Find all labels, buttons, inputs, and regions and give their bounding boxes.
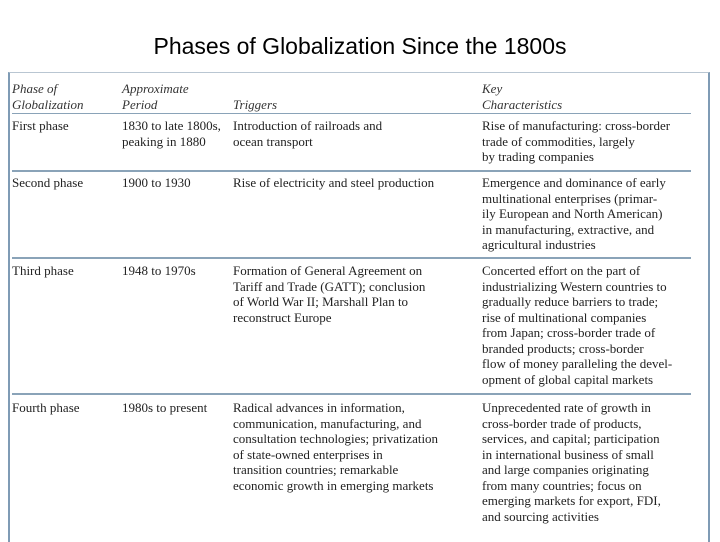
triggers-cell: Rise of electricity and steel production — [233, 175, 435, 190]
phase-cell: Second phase — [12, 175, 84, 190]
header-divider — [12, 113, 691, 114]
header-characteristics: Key Characteristics — [482, 81, 563, 112]
period-cell: 1830 to late 1800s, peaking in 1880 — [122, 118, 221, 149]
phase-cell: Third phase — [12, 263, 74, 278]
header-phase: Phase of Globalization — [12, 81, 84, 112]
row-divider — [12, 170, 691, 172]
header-period: Approximate Period — [122, 81, 189, 112]
period-cell: 1900 to 1930 — [122, 175, 191, 190]
period-cell: 1980s to present — [122, 400, 208, 415]
row-divider — [12, 257, 691, 259]
characteristics-cell: Concerted effort on the part of industrializing Western countries to gradually reduce barriers to trade; rise of multinational companies from Japan; cross-border trade of branded products; cross-border flow of money paralleling the devel- opment of global capital markets — [482, 263, 673, 387]
period-cell: 1948 to 1970s — [122, 263, 196, 278]
characteristics-cell: Emergence and dominance of early multinational enterprises (primar- ily European and North American) in manufacturing, extractive, and agricultural industries — [482, 175, 666, 252]
characteristics-cell: Unprecedented rate of growth in cross-border trade of products, services, and capital; participation in international business of small and large companies originating from many countries; focus on emerging markets for export, FDI, and sourcing activities — [482, 400, 661, 524]
phase-cell: Fourth phase — [12, 400, 80, 415]
characteristics-cell: Rise of manufacturing: cross-border trade of commodities, largely by trading companies — [482, 118, 671, 164]
row-divider — [12, 393, 691, 395]
phase-cell: First phase — [12, 118, 69, 133]
slide-title: Phases of Globalization Since the 1800s — [153, 33, 567, 59]
header-triggers: Triggers — [233, 96, 278, 112]
triggers-cell: Formation of General Agreement on Tariff and Trade (GATT); conclusion of World War II; Marshall Plan to reconstruct Europe — [233, 263, 426, 325]
triggers-cell: Introduction of railroads and ocean transport — [233, 118, 383, 149]
triggers-cell: Radical advances in information, communication, manufacturing, and consultation technologies; privatization of state-owned enterprises in transition countries; remarkable economic growth in emerging markets — [233, 400, 439, 493]
